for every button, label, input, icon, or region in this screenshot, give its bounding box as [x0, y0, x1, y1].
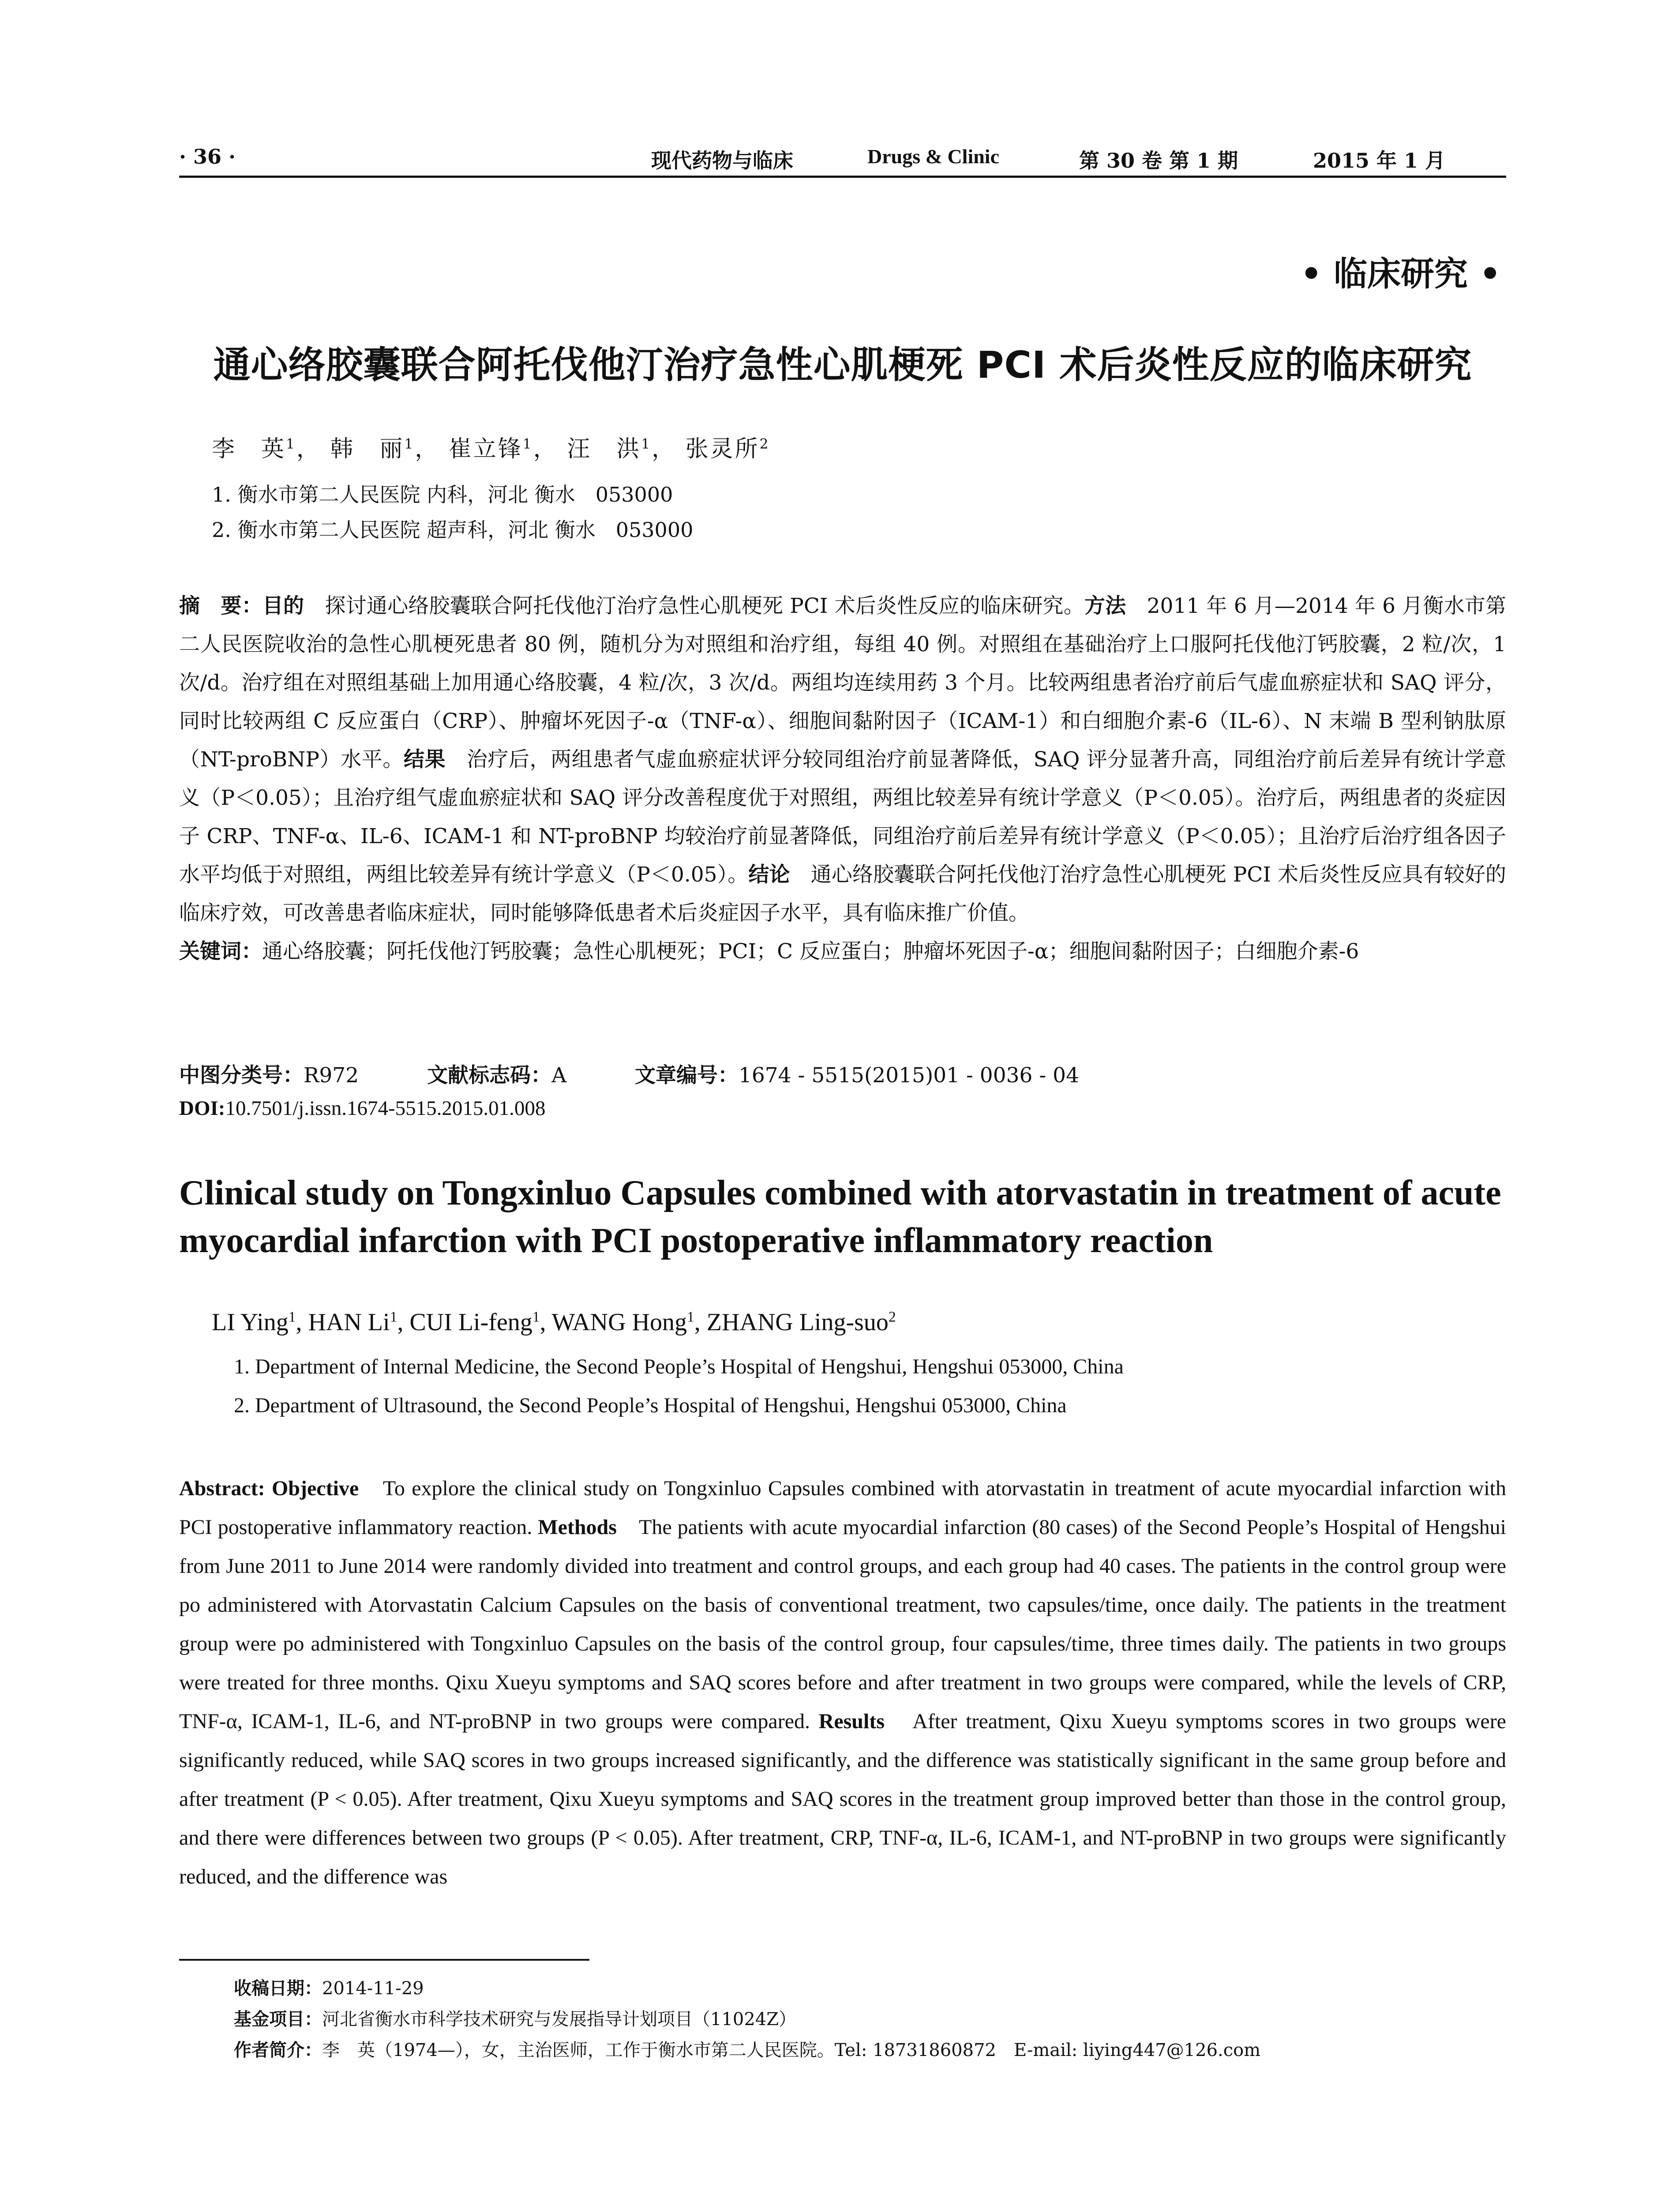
en-abstract	[179, 1469, 1506, 1896]
methods-text: 2011 年 6 月—2014 年 6 月衡水市第二人民医院收治的急性心肌梗死患者 80 例，随机分为对照组和治疗组，每组 40 例。对照组在基础治疗上口服阿托伐他汀钙胶囊，2 粒/次，1 次/d。治疗组在对照组基础上加用通心络胶囊，4 粒/次，3 次/d。两组均连续用药 3 个月。比较两组患者治疗前后气虚血瘀症状和 SAQ 评分，同时比较两组 C 反应蛋白（CRP）、肿瘤坏死因子-α（TNF-α）、细胞间黏附因子（ICAM-1）和白细胞介素-6（IL-6）、N 末端 B 型利钠肽原（NT-proBNP）水平。	[179, 594, 1507, 772]
author-name: 汪 洪	[567, 436, 641, 462]
author-sup: 1	[532, 1309, 540, 1325]
results-label: Results	[818, 1710, 885, 1733]
received-label: 收稿日期：	[234, 1978, 322, 1999]
author-name: 崔立锋	[448, 436, 523, 462]
objective-text: 探讨通心络胶囊联合阿托伐他汀治疗急性心肌梗死 PCI 术后炎性反应的临床研究。	[304, 594, 1085, 618]
journal-name-cn: 现代药物与临床	[651, 149, 793, 173]
author-name: ZHANG Ling-suo	[706, 1309, 889, 1336]
cn-author-list: 李 英$^1$， 韩 丽$^1$， 崔立锋$^1$， 汪 洪$^1$， 张灵所$^2$	[212, 436, 770, 462]
running-header	[179, 140, 1506, 178]
received-value: 2014-11-29	[322, 1978, 424, 1999]
article-no-label: 文章编号：	[634, 1063, 739, 1088]
en-author-list: LI Ying$^1$, HAN Li$^1$, CUI Li-feng$^1$, WANG Hong$^1$, ZHANG Ling-suo$^2$	[212, 1309, 896, 1336]
author-name: WANG Hong	[551, 1309, 687, 1336]
author-sup: 1	[522, 436, 533, 452]
author-sup: 1	[288, 1309, 296, 1325]
author-sup: 2	[759, 436, 770, 452]
objective-label: 目的	[262, 594, 304, 618]
author-name: CUI Li-feng	[409, 1309, 532, 1336]
conclusion-label: 结论	[748, 863, 790, 887]
conclusion-text: 通心络胶囊联合阿托伐他汀治疗急性心肌梗死 PCI 术后炎性反应具有较好的临床疗效，可改善患者临床症状，同时能够降低患者术后炎症因子水平，具有临床推广价值。	[179, 863, 1507, 925]
author-sup: 1	[404, 436, 415, 452]
author-name: HAN Li	[308, 1309, 390, 1336]
section-label: • 临床研究 •	[1300, 254, 1501, 293]
methods-text: The patients with acute myocardial infarction (80 cases) of the Second People’s Hospital of Hengshui from June 2011 to June 2014 were randomly divided into treatment and control groups, and each group had 40 cases. The patients in the control group were po administered with Atorvastatin Calcium Capsules on the basis of conventional treatment, two capsules/time, once daily. The patients in the treatment group were po administered with Tongxinluo Capsules on the basis of the control group, four capsules/time, three times daily. The patients in two groups were treated for three months. Qixu Xueyu symptoms and SAQ scores before and after treatment in two groups were compared, while the levels of CRP, TNF-α, ICAM-1, IL-6, and NT-proBNP in two groups were compared.	[179, 1516, 1506, 1733]
results-text: 治疗后，两组患者气虚血瘀症状评分较同组治疗前显著降低，SAQ 评分显著升高，同组治疗前后差异有统计学意义（P＜0.05）；且治疗组气虚血瘀症状和 SAQ 评分改善程度优于对照组，两组比较差异有统计学意义（P＜0.05）。治疗后，两组患者的炎症因子 CRP、TNF-α、IL-6、ICAM-1 和 NT-proBNP 均较治疗前显著降低，同组治疗前后差异有统计学意义（P＜0.05）；且治疗后治疗组各因子水平均低于对照组，两组比较差异有统计学意义（P＜0.05）。	[179, 747, 1507, 887]
author-sup: 1	[286, 436, 296, 452]
results-text: After treatment, Qixu Xueyu symptoms scores in two groups were significantly reduced, while SAQ scores in two groups increased significantly, and the difference was statistically significant in the same group before and after treatment (P < 0.05). After treatment, Qixu Xueyu symptoms and SAQ scores in the treatment group improved better than those in the control group, and there were differences between two groups (P < 0.05). After treatment, CRP, TNF-α, IL-6, ICAM-1, and NT-proBNP in two groups were significantly reduced, and the difference was	[179, 1710, 1506, 1888]
abstract-label: 摘 要：	[179, 594, 262, 618]
author-info-label: 作者简介：	[234, 2040, 322, 2060]
author-sup: 1	[686, 1309, 694, 1325]
doi-label: DOI:	[179, 1097, 225, 1120]
author-sup: 1	[641, 436, 652, 452]
author-sup: 2	[888, 1309, 896, 1325]
doc-code-label: 文献标志码：	[427, 1063, 552, 1088]
author-info-value: 李 英（1974—），女，主治医师，工作于衡水市第二人民医院。Tel: 18731860872 E-mail: liying447@126.com	[322, 2040, 1261, 2060]
cn-affiliation: 1. 衡水市第二人民医院 内科，河北 衡水 053000	[212, 483, 673, 506]
journal-name-en: Drugs & Clinic	[867, 145, 999, 168]
footnote-divider	[179, 1959, 589, 1961]
author-name: 李 英	[212, 436, 286, 462]
keywords-label: 关键词：	[179, 939, 262, 964]
keywords-text: 通心络胶囊；阿托伐他汀钙胶囊；急性心肌梗死；PCI；C 反应蛋白；肿瘤坏死因子-α；细胞间黏附因子；白细胞介素-6	[262, 939, 1359, 964]
en-affiliation: 1. Department of Internal Medicine, the Second People’s Hospital of Hengshui, Hengshui 053000, China	[234, 1355, 1124, 1378]
article-no-value: 1674 - 5515(2015)01 - 0036 - 04	[738, 1063, 1079, 1088]
clc-value: R972	[304, 1063, 359, 1088]
methods-label: Methods	[538, 1516, 617, 1539]
received-date	[234, 1974, 424, 2000]
cn-title: 通心络胶囊联合阿托伐他汀治疗急性心肌梗死 PCI 术后炎性反应的临床研究	[213, 343, 1472, 386]
author-name: 张灵所	[685, 436, 760, 462]
results-label: 结果	[403, 747, 446, 772]
doc-code-value: A	[551, 1063, 567, 1088]
cn-affiliation: 2. 衡水市第二人民医院 超声科，河北 衡水 053000	[212, 518, 694, 542]
clc-label: 中图分类号：	[179, 1063, 304, 1088]
author-name: 韩 丽	[330, 436, 405, 462]
objective-text: To explore the clinical study on Tongxinluo Capsules combined with atorvastatin in treatment of acute myocardial infarction with PCI postoperative inflammatory reaction.	[179, 1477, 1506, 1539]
objective-label: Objective	[271, 1477, 359, 1500]
author-sup: 1	[390, 1309, 398, 1325]
issue-date: 2015 年 1 月	[1313, 149, 1446, 173]
page-number: · 36 ·	[179, 145, 236, 169]
doi-line	[179, 1096, 545, 1120]
en-affiliation: 2. Department of Ultrasound, the Second People’s Hospital of Hengshui, Hengshui 053000, China	[234, 1394, 1067, 1417]
doi-link[interactable]: 10.7501/j.issn.1674-5515.2015.01.008	[225, 1097, 546, 1120]
abstract-label: Abstract:	[179, 1477, 265, 1500]
en-title: Clinical study on Tongxinluo Capsules combined with atorvastatin in treatment of acute myocardial infarction with PCI postoperative inflammatory reaction	[179, 1174, 1501, 1260]
fund-label: 基金项目：	[234, 2009, 322, 2030]
fund-info	[234, 2005, 796, 2030]
classification-line	[179, 1059, 1106, 1088]
author-name: LI Ying	[212, 1309, 289, 1336]
fund-value: 河北省衡水市科学技术研究与发展指导计划项目（11024Z）	[322, 2009, 797, 2030]
author-info	[234, 2036, 1260, 2061]
cn-abstract	[179, 587, 1506, 971]
issue-info: 第 30 卷 第 1 期	[1079, 149, 1238, 173]
methods-label: 方法	[1084, 594, 1126, 618]
